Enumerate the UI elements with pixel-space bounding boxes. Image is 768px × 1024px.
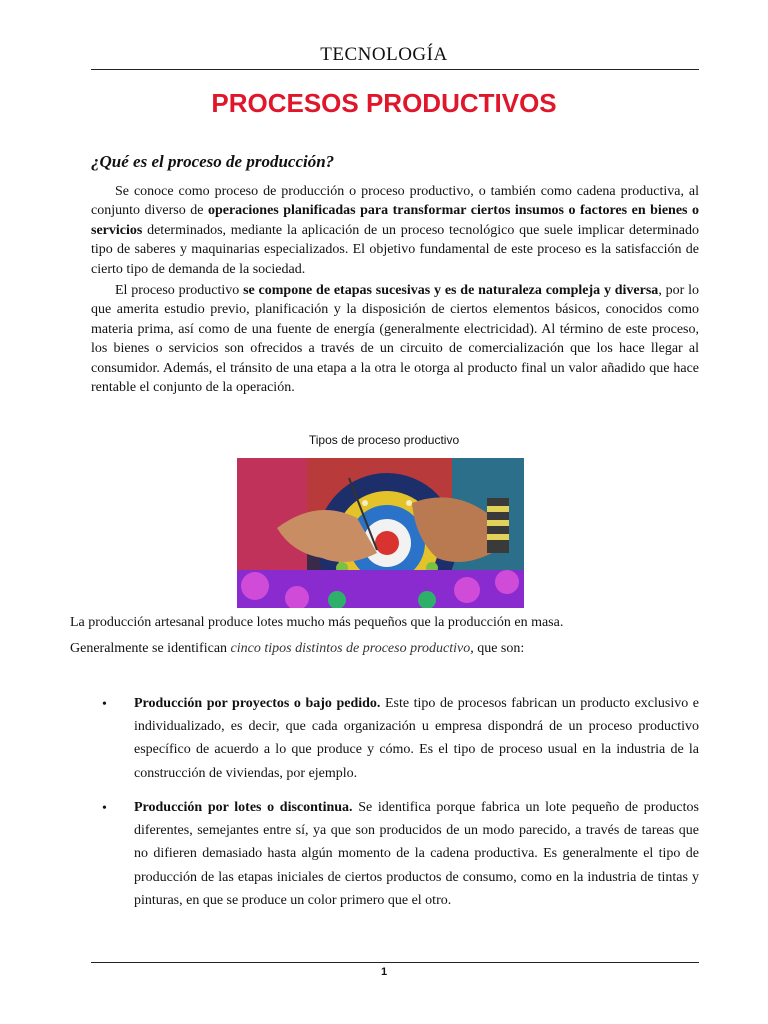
page-number: 1 — [380, 966, 388, 978]
paragraph-text: , por lo que amerita estudio previo, planificación y la disposición de ciertos elementos básicos, conocidos como materia prima, así como de una fuente de energía (generalmente electricidad). Al término de este proceso, los bienes o servicios son ofrecidos a través de un circuito de comercialización que los hace llegar al consumidor. Además, el tránsito de una etapa a la otra le otorga al producto final un valor añadido que hace rentable el conjunto de la operación. — [91, 283, 699, 396]
paragraph-bold: se compone de etapas sucesivas y es de naturaleza compleja y diversa — [243, 283, 659, 298]
paragraph-bold: operaciones planificadas para transformar ciertos insumos o factores en bienes o servicios — [91, 203, 700, 238]
paragraph-text: Generalmente se identifican — [70, 641, 231, 656]
artisan-beadwork-photo — [237, 458, 524, 608]
figure-caption: Tipos de proceso productivo — [308, 433, 460, 447]
footer-divider — [91, 962, 699, 963]
list-item — [134, 692, 699, 785]
list-item-title: Producción por lotes o discontinua. — [134, 800, 353, 815]
paragraph-stages — [91, 281, 699, 397]
page-title: PROCESOS PRODUCTIVOS — [211, 88, 557, 118]
paragraph-artisanal: La producción artesanal produce lotes mucho más pequeños que la producción en masa. — [70, 615, 564, 630]
paragraph-types-intro — [70, 641, 710, 657]
paragraph-definition — [91, 182, 699, 279]
list-item-text: Se identifica porque fabrica un lote pequeño de productos diferentes, semejantes entre sí, ya que son producidos de un modo parecido, a través de tareas que no difieren demasiado hasta algún momento de la cadena productiva. Es generalmente el tipo de producción de las etapas iniciales de ciertos productos de consumo, como en la industria de tintas y pinturas, en que se produce un color primero que el otro. — [134, 800, 699, 908]
list-item-title: Producción por proyectos o bajo pedido. — [134, 696, 381, 711]
bullet-marker: • — [102, 697, 107, 712]
paragraph-text: determinados, mediante la aplicación de un proceso tecnológico que suele implicar determinado tipo de saberes y maquinarias especializados. El objetivo fundamental de este proceso es la satisfacción de cierto tipo de demanda de la sociedad. — [91, 222, 699, 277]
header-divider — [91, 69, 699, 70]
paragraph-text: , que son: — [470, 641, 525, 656]
document-header: TECNOLOGÍA — [320, 44, 448, 65]
list-item — [134, 796, 699, 912]
paragraph-text: Se conoce como proceso de producción o proceso productivo, o también como cadena productiva, al conjunto diverso de — [91, 184, 699, 219]
list-item-text: Este tipo de procesos fabrican un producto exclusivo e individualizado, es decir, que cada organización u empresa dispondrá de un proceso productivo específico de acuerdo a lo que produce y cómo. Es el tipo de proceso usual en la industria de la construcción de viviendas, por ejemplo. — [134, 696, 699, 781]
paragraph-italic: cinco tipos distintos de proceso productivo — [230, 641, 471, 656]
paragraph-text: El proceso productivo — [115, 283, 244, 298]
section-heading: ¿Qué es el proceso de producción? — [91, 152, 335, 171]
bullet-marker: • — [102, 801, 107, 816]
